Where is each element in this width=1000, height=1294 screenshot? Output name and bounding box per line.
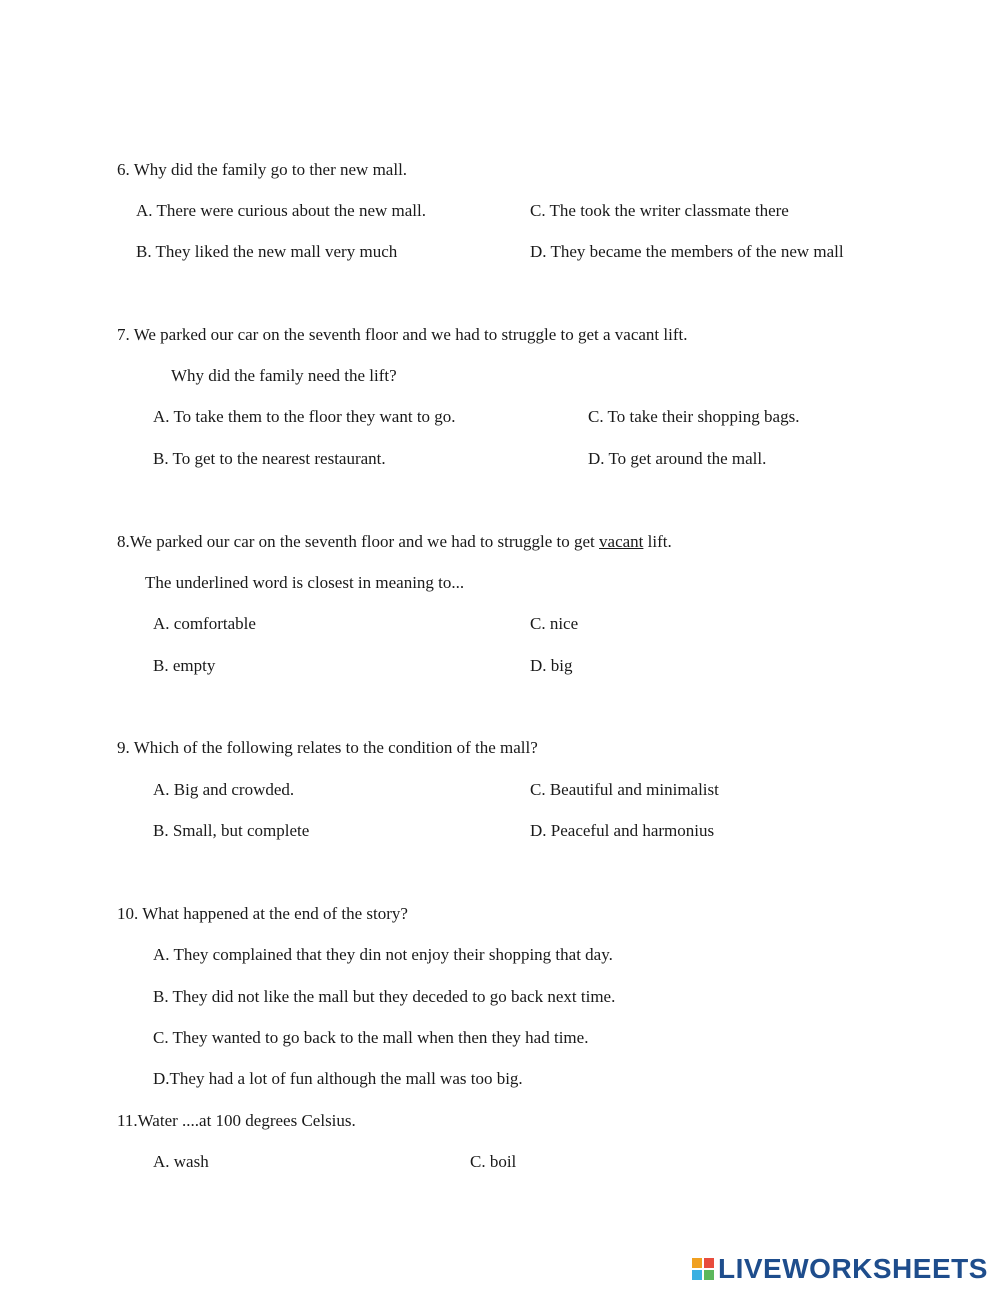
logo-text: LIVEWORKSHEETS xyxy=(718,1253,988,1284)
q8-subquestion: The underlined word is closest in meaning to... xyxy=(145,573,465,592)
q8-underlined-word: vacant xyxy=(599,532,644,551)
q7-option-d[interactable]: D. To get around the mall. xyxy=(588,449,767,468)
q6-question: 6. Why did the family go to ther new mall. xyxy=(117,160,408,179)
q11-question: 11.Water ....at 100 degrees Celsius. xyxy=(117,1111,356,1130)
q6-option-b[interactable]: B. They liked the new mall very much xyxy=(136,242,398,261)
q8-option-d[interactable]: D. big xyxy=(530,656,573,675)
q11-option-a[interactable]: A. wash xyxy=(153,1152,209,1171)
q8-question-post: lift. xyxy=(643,532,672,551)
liveworksheets-logo-icon xyxy=(692,1258,714,1280)
q7-option-a[interactable]: A. To take them to the floor they want to go. xyxy=(153,407,456,426)
q7-subquestion: Why did the family need the lift? xyxy=(171,366,397,385)
liveworksheets-logo xyxy=(692,1253,988,1285)
q9-option-d[interactable]: D. Peaceful and harmonius xyxy=(530,821,715,840)
q8-question-pre: 8.We parked our car on the seventh floor and we had to struggle to get xyxy=(117,532,600,551)
q8-option-b[interactable]: B. empty xyxy=(153,656,216,675)
q9-option-c[interactable]: C. Beautiful and minimalist xyxy=(530,780,719,799)
q6-option-c[interactable]: C. The took the writer classmate there xyxy=(530,201,789,220)
q7-option-b[interactable]: B. To get to the nearest restaurant. xyxy=(153,449,386,468)
q10-option-d[interactable]: D.They had a lot of fun although the mall was too big. xyxy=(153,1069,523,1088)
q8-option-a[interactable]: A. comfortable xyxy=(153,614,256,633)
q9-question: 9. Which of the following relates to the condition of the mall? xyxy=(117,738,538,757)
logo-square-2 xyxy=(704,1258,714,1268)
q10-question: 10. What happened at the end of the story? xyxy=(117,904,408,923)
q6-option-a[interactable]: A. There were curious about the new mall. xyxy=(136,201,427,220)
q10-option-a[interactable]: A. They complained that they din not enjoy their shopping that day. xyxy=(153,945,613,964)
q11-option-c[interactable]: C. boil xyxy=(470,1152,517,1171)
q8-question xyxy=(117,532,672,552)
q7-question: 7. We parked our car on the seventh floor and we had to struggle to get a vacant lift. xyxy=(117,325,688,344)
q10-option-b[interactable]: B. They did not like the mall but they deceded to go back next time. xyxy=(153,987,616,1006)
logo-square-3 xyxy=(692,1270,702,1280)
logo-square-4 xyxy=(704,1270,714,1280)
q9-option-b[interactable]: B. Small, but complete xyxy=(153,821,310,840)
q8-option-c[interactable]: C. nice xyxy=(530,614,579,633)
q7-option-c[interactable]: C. To take their shopping bags. xyxy=(588,407,800,426)
q6-option-d[interactable]: D. They became the members of the new mall xyxy=(530,242,844,261)
logo-square-1 xyxy=(692,1258,702,1268)
q9-option-a[interactable]: A. Big and crowded. xyxy=(153,780,295,799)
q10-option-c[interactable]: C. They wanted to go back to the mall when then they had time. xyxy=(153,1028,589,1047)
